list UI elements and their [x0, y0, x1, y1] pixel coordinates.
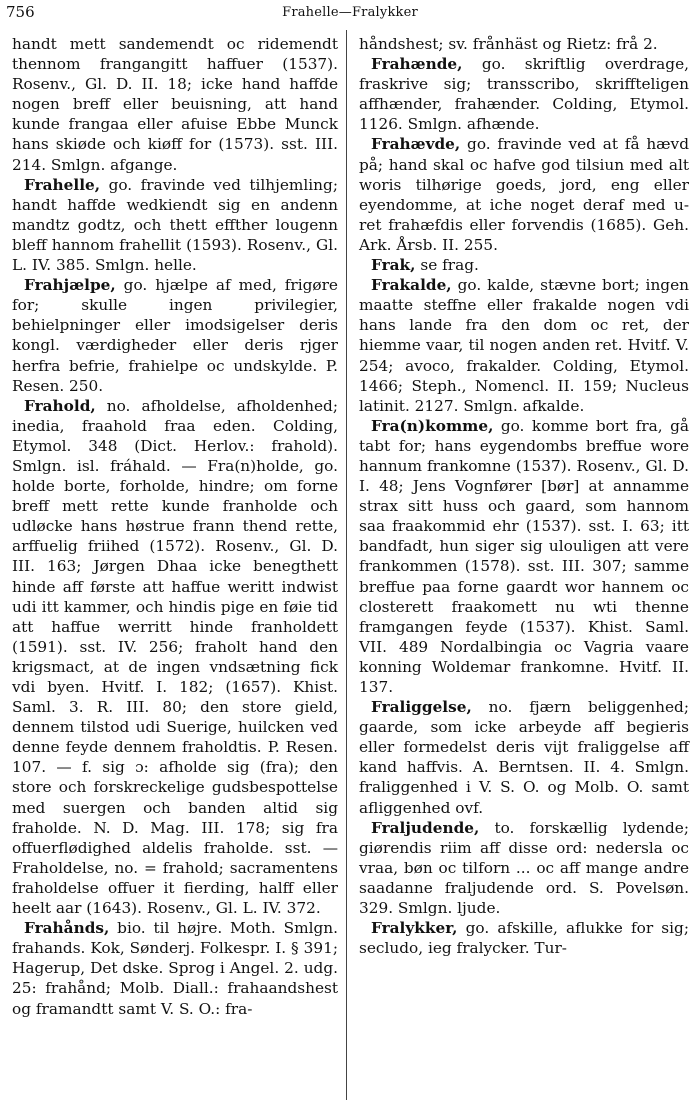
entry-headword: Frahævde,: [371, 135, 461, 154]
dictionary-entry: [359, 697, 689, 818]
dictionary-entry: [12, 175, 338, 275]
running-head: Frahelle—Fralykker: [282, 5, 418, 20]
entry-text: go. fravinde ved tilhjemling; handt haffde wedkiendt sig en andenn mandtz godtz, och thett effther lougenn bleff hannom frahellit (1593). Rosenv., Gl. L. IV. 385. Smlgn. helle.: [12, 175, 338, 275]
entry-headword: Frahænde,: [371, 55, 463, 74]
dictionary-entry: [359, 818, 689, 918]
entry-text: go. hjælpe af med, frigøre for; skulle ingen privilegier, behielpninger eller imodsigelser deris kongl. værdigheder eller deris rjger herfra befrie, frahielpe oc undskylde. P. Resen. 250.: [12, 276, 338, 395]
entry-text: go. skriftlig overdrage, fraskrive sig; transscribo, skriffteligen affhænder, frahænder. Colding, Etymol. 1126. Smlgn. afhænde.: [359, 55, 689, 134]
page-header: [0, 0, 700, 26]
dictionary-entry: [359, 416, 689, 697]
dictionary-entry: [359, 34, 689, 54]
dictionary-entry: [359, 54, 689, 134]
entry-headword: Fralykker,: [371, 919, 458, 938]
entry-text: bio. til højre. Moth. Smlgn. frahands. Kok, Sønderj. Folkespr. I. § 391; Hagerup, Det dske. Sprog i Angel. 2. udg. 25: frahånd; Molb. Diall.: frahaandshest og framandtt samt V. S. O.: fra-: [12, 919, 338, 1018]
entry-text: se frag.: [420, 256, 479, 275]
entry-text: go. afskille, aflukke for sig; secludo, ieg fralycker. Tur-: [359, 919, 689, 958]
dictionary-entry: [359, 255, 689, 275]
entry-text: håndshest; sv. frånhäst og Rietz: frå 2.: [359, 35, 658, 53]
entry-text: handt mett sandemendt oc ridemendt thennom frangangitt haffuer (1537). Rosenv., Gl. D. II. 18; icke hand haffde nogen breff eller beuisning, att hand kunde frangaa eller afuise Ebbe Munck hans skiøde och kiøff for (1573). sst. III. 214. Smlgn. afgange.: [12, 35, 338, 174]
dictionary-entry: [359, 134, 689, 255]
page-number: 756: [6, 3, 35, 21]
dictionary-entry: [12, 275, 338, 396]
entry-text: no. afholdelse, afholdenhed; inedia, fraahold fraa eden. Colding, Etymol. 348 (Dict. Herlov.: frahold). Smlgn. isl. fráhald. — Fra(n)holde, go. holde borte, forholde, hindre; om forne breff mett rette kunde franholde och udløcke hans høstrue frann thend rette, arffuelig friihed (1572). Rosenv., Gl. D. III. 163; Jørgen Dhaa icke benegthett hinde aff første att haffue weritt indwist udi itt kammer, och hindis pige en føie tid att haffue werritt hinde franholdett (1591). sst. IV. 256; fraholt hand den krigsmact, at de ingen vndsætning fick vdi byen. Hvitf. I. 182; (1657). Khist. Saml. 3. R. III. 80; den store gield, dennem tilstod udi Suerige, huilcken ved denne feyde dennem fraholdtis. P. Resen. 107. — f. sig ɔ: afholde sig (fra); den store och forskreckelige gudsbespottelse med suergen och banden altid sig fraholde. N. D. Mag. III. 178; sig fra offuerflødighed aldelis fraholde. sst. — Fraholdelse, no. = frahold; sacramentens fraholdelse offuer it fierding, halff eller heelt aar (1643). Rosenv., Gl. L. IV. 372.: [12, 396, 338, 918]
entry-headword: Frahelle,: [24, 175, 101, 194]
dictionary-entry: [359, 275, 689, 416]
column-divider: [346, 30, 347, 1100]
left-column: [12, 34, 338, 1019]
entry-text: go. kalde, stævne bort; ingen maatte steffne eller frakalde nogen vdi hans lande fra den dom oc ret, der hiemme vaar, til nogen anden ret. Hvitf. V. 254; avoco, frakalder. Colding, Etymol. 1466; Steph., Nomencl. II. 159; Nucleus latinit. 2127. Smlgn. afkalde.: [359, 276, 689, 415]
dictionary-entry: [12, 918, 338, 1018]
entry-headword: Fraljudende,: [371, 818, 480, 837]
right-column: [359, 34, 689, 958]
dictionary-entry: [359, 918, 689, 958]
entry-headword: Frahjælpe,: [24, 276, 116, 295]
entry-text: go. fravinde ved at få hævd på; hand skal oc hafve god tilsiun med alt woris tilhørige goeds, jord, eng eller eyendomme, at iche noget deraf med u-ret frahæfdis eller forvendis (1685). Geh. Ark. Årsb. II. 255.: [359, 135, 689, 254]
entry-text: go. komme bort fra, gå tabt for; hans eygendombs breffue wore hannum frankomne (1537). Rosenv., Gl. D. I. 48; Jens Vognfører [bør] at annamme strax sitt huss och gaard, som hannom saa fraakommid ehr (1537). sst. I. 63; itt bandfadt, hun siger sig ulouligen att vere frankommen (1578). sst. III. 307; samme breffue paa forne gaardt wor hannem oc closterett fraakomett nu wti thenne framgangen feyde (1537). Khist. Saml. VII. 489 Nordalbingia oc Vagria vaare konning Woldemar frankomne. Hvitf. II. 137.: [359, 416, 689, 696]
entry-headword: Frahold,: [24, 396, 96, 415]
entry-text: no. fjærn beliggenhed; gaarde, som icke arbeyde aff begieris eller formedelst deris vijt fraliggelse aff kand haffvis. A. Berntsen. II. 4. Smlgn. fraliggenhed i V. S. O. og Molb. O. samt afliggenhed ovf.: [359, 698, 689, 817]
entry-headword: Fraliggelse,: [371, 698, 472, 717]
entry-headword: Fra(n)komme,: [371, 416, 494, 435]
entry-headword: Frak,: [371, 256, 416, 275]
dictionary-entry: [12, 34, 338, 175]
dictionary-entry: [12, 396, 338, 918]
entry-text: to. forskællig lydende; giørendis riim aff disse ord: nedersla oc vraa, bøn oc tilforn ... oc aff mange andre saadanne fraljudende ord. S. Povelsøn. 329. Smlgn. ljude.: [359, 818, 689, 918]
entry-headword: Frakalde,: [371, 276, 452, 295]
entry-headword: Frahånds,: [24, 919, 110, 938]
